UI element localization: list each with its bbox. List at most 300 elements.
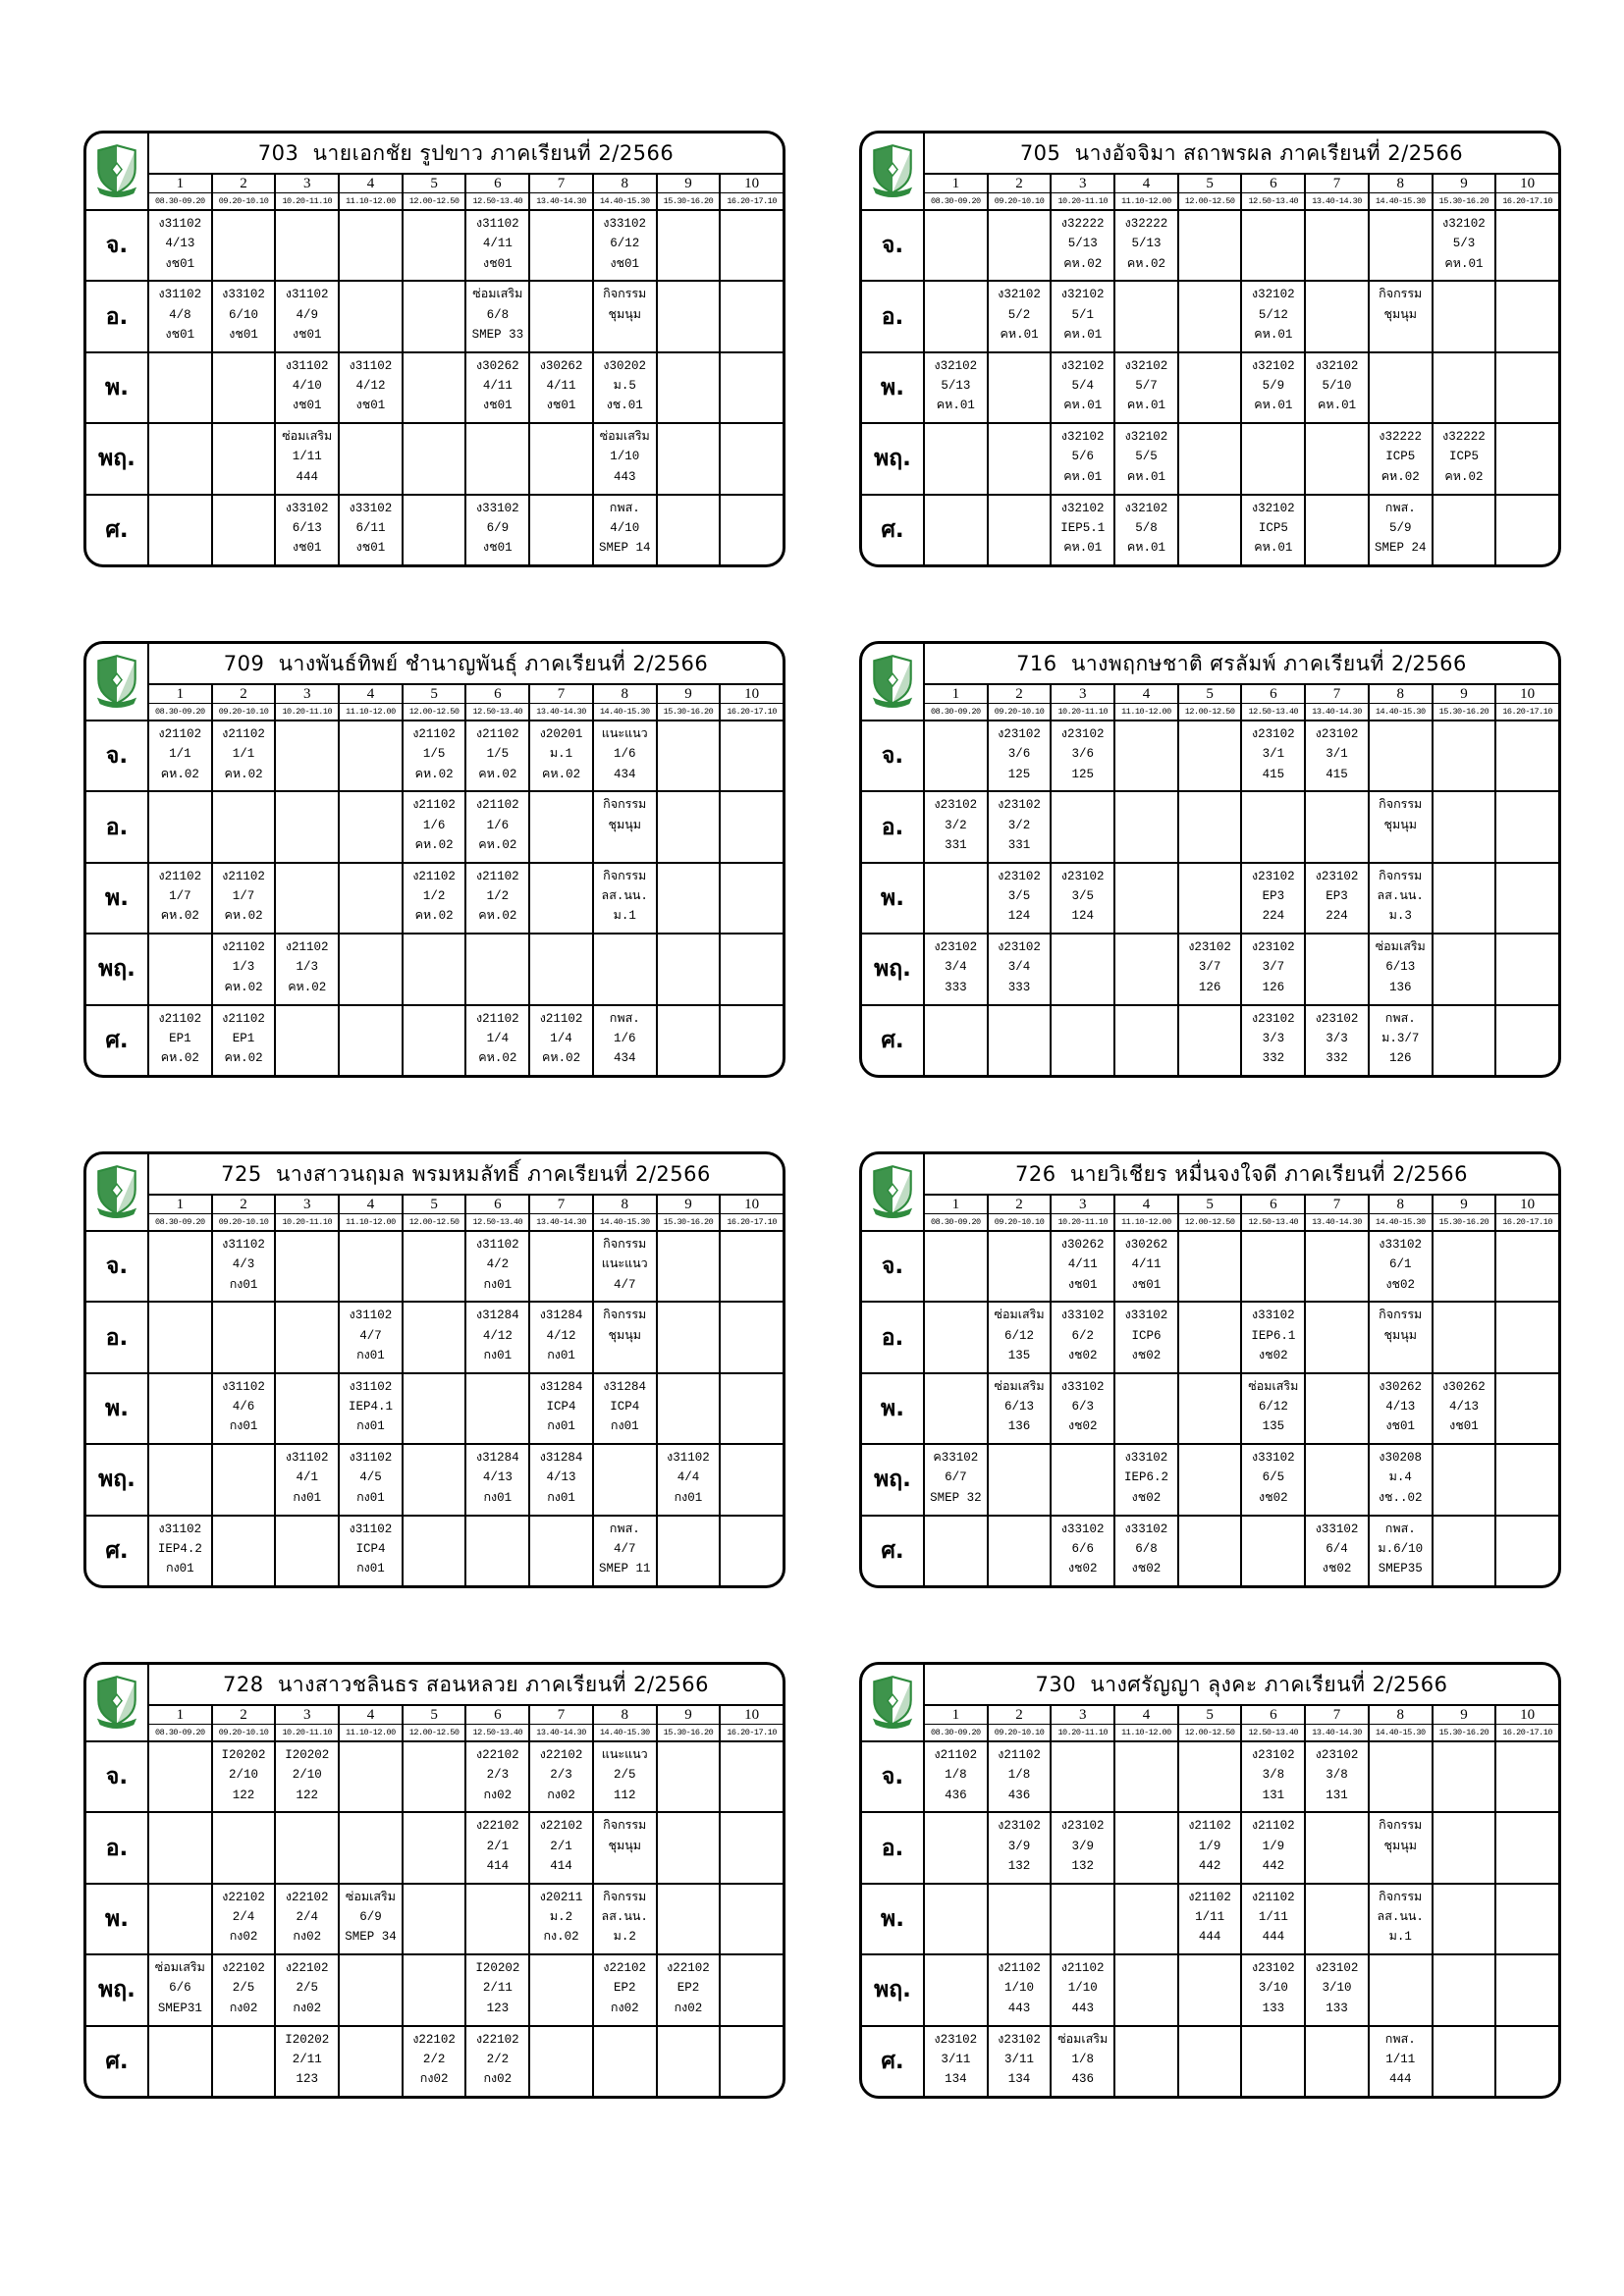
cell-line: ชุมนุม	[608, 818, 641, 832]
period-cell	[1177, 209, 1241, 280]
cell-line: 123	[486, 2001, 510, 2015]
period-number: 5	[1177, 1704, 1241, 1724]
cell-line: กง01	[356, 1419, 385, 1434]
cell-line: 3/3	[1326, 1031, 1348, 1045]
period-time: 11.10-12.00	[1113, 192, 1177, 209]
period-cell	[1177, 1372, 1241, 1443]
period-cell	[147, 933, 211, 1003]
period-cell	[338, 1811, 402, 1882]
cell-line: 4/12	[355, 379, 386, 394]
cell-line: ง32222	[1060, 217, 1105, 231]
cell-line: 4/1	[296, 1470, 318, 1485]
period-cell	[211, 933, 275, 1003]
cell-line: งช01	[1385, 1419, 1416, 1434]
period-time: 14.40-15.30	[592, 1213, 656, 1230]
period-cell	[656, 1372, 720, 1443]
period-number: 7	[528, 1704, 592, 1724]
cell-line: ง23102	[934, 940, 978, 955]
period-cell	[402, 933, 465, 1003]
cell-line: ง21102	[222, 869, 265, 883]
cell-line: ICP4	[610, 1400, 640, 1415]
period-time: 15.30-16.20	[1432, 703, 1495, 720]
cell-line: งช01	[610, 256, 640, 271]
period-time: 10.20-11.10	[1050, 703, 1113, 720]
period-cell	[1177, 1740, 1241, 1811]
period-cell	[147, 2025, 211, 2096]
cell-line: ง31102	[349, 1308, 393, 1323]
day-label: ศ.	[86, 2025, 147, 2096]
period-cell	[402, 1301, 465, 1371]
period-number: 1	[923, 173, 987, 192]
school-crest-icon	[870, 1675, 915, 1733]
cell-line: ง31102	[285, 288, 329, 302]
period-cell	[1304, 351, 1368, 422]
cell-line: ลส.นน.	[1377, 889, 1424, 904]
cell-line: ม.2	[549, 1910, 573, 1925]
period-cell	[1050, 1811, 1113, 1882]
period-cell	[338, 1953, 402, 2024]
period-number: 8	[1368, 1704, 1432, 1724]
cell-line: 1/3	[296, 960, 318, 975]
cell-line: ง22102	[222, 1890, 265, 1904]
timetable-title-705: 705 นางอัจจิมา สถาพรผล ภาคเรียนที่ 2/2566	[923, 133, 1558, 173]
school-crest-icon	[870, 1164, 915, 1222]
period-cell	[1050, 422, 1113, 493]
period-cell	[1432, 1515, 1495, 1585]
cell-line: ง21102	[998, 1961, 1041, 1976]
period-cell	[719, 1372, 783, 1443]
period-cell	[1368, 1883, 1432, 1953]
period-cell	[1050, 1372, 1113, 1443]
cell-line: ง30262	[539, 358, 583, 373]
cell-line: ซ่อมเสริม	[345, 1890, 396, 1904]
period-cell	[1177, 790, 1241, 861]
period-time: 16.20-17.10	[719, 1724, 783, 1740]
cell-line: ง23102	[1315, 1748, 1359, 1762]
cell-line: ง23102	[1060, 727, 1105, 741]
period-cell	[656, 1953, 720, 2024]
period-cell	[923, 1004, 987, 1075]
period-cell	[147, 1443, 211, 1514]
cell-line: 3/2	[1007, 818, 1031, 832]
cell-line: 1/1	[169, 747, 191, 762]
period-time: 14.40-15.30	[592, 1724, 656, 1740]
period-time: 08.30-09.20	[923, 1724, 987, 1740]
cell-line: SMEP 11	[598, 1562, 651, 1576]
period-number: 4	[338, 683, 402, 703]
cell-line: 414	[486, 1858, 510, 1873]
period-number: 9	[1432, 1194, 1495, 1213]
cell-line: ง31102	[158, 288, 202, 302]
period-cell	[1494, 790, 1558, 861]
period-cell	[211, 494, 275, 564]
period-cell	[211, 1515, 275, 1585]
period-cell	[1368, 1740, 1432, 1811]
timetables-grid	[83, 131, 1561, 2099]
cell-line: คห.02	[478, 1051, 517, 1066]
period-cell	[528, 1230, 592, 1301]
day-label: ศ.	[862, 1004, 923, 1075]
cell-line: I20202	[285, 1748, 330, 1762]
period-cell	[1177, 1515, 1241, 1585]
period-number: 8	[592, 683, 656, 703]
cell-line: ง23102	[1060, 869, 1105, 883]
period-cell	[1177, 1004, 1241, 1075]
day-label: อ.	[862, 280, 923, 350]
period-cell	[211, 1953, 275, 2024]
period-cell	[402, 351, 465, 422]
period-cell	[211, 720, 275, 790]
cell-line: 4/7	[613, 1541, 636, 1556]
cell-line: ง31102	[222, 1379, 265, 1394]
period-cell	[147, 351, 211, 422]
period-cell	[1050, 933, 1113, 1003]
period-number: 5	[402, 1194, 465, 1213]
cell-line: ง32222	[1124, 217, 1168, 231]
period-time: 13.40-14.30	[1304, 192, 1368, 209]
cell-line: 6/13	[1004, 1400, 1035, 1415]
cell-line: งช02	[1067, 1562, 1098, 1576]
period-cell	[1113, 1883, 1177, 1953]
period-cell	[274, 280, 338, 350]
period-cell	[987, 1515, 1051, 1585]
cell-line: 1/6	[422, 818, 446, 832]
period-cell	[1113, 351, 1177, 422]
period-number: 3	[1050, 1704, 1113, 1724]
cell-line: 436	[1007, 1788, 1031, 1802]
cell-line: 135	[1262, 1419, 1285, 1434]
cell-line: คห.01	[1126, 399, 1165, 413]
period-cell	[1177, 1230, 1241, 1301]
cell-line: IEP5.1	[1060, 520, 1106, 535]
period-cell	[1113, 1372, 1177, 1443]
cell-line: 1/11	[1385, 2052, 1416, 2066]
period-number: 2	[987, 173, 1051, 192]
period-time: 09.20-10.10	[211, 1724, 275, 1740]
period-cell	[402, 1740, 465, 1811]
cell-line: 1/5	[486, 747, 510, 762]
period-cell	[1240, 1372, 1304, 1443]
period-cell	[1432, 2025, 1495, 2096]
cell-line: 2/5	[232, 1981, 255, 1996]
cell-line: 4/9	[296, 307, 318, 322]
cell-line: ง23102	[1252, 940, 1295, 955]
cell-line: กพส.	[1384, 1011, 1416, 1026]
period-number: 8	[592, 1704, 656, 1724]
period-number: 7	[1304, 683, 1368, 703]
period-time: 10.20-11.10	[1050, 192, 1113, 209]
cell-line: 2/1	[550, 1839, 572, 1853]
period-number: 3	[1050, 173, 1113, 192]
period-time: 15.30-16.20	[1432, 1213, 1495, 1230]
cell-line: 5/9	[1262, 379, 1285, 394]
period-cell	[656, 2025, 720, 2096]
cell-line: คห.02	[224, 909, 263, 924]
cell-line: ง20201	[539, 727, 583, 741]
period-cell	[1432, 1230, 1495, 1301]
period-cell	[274, 1004, 338, 1075]
period-cell	[1368, 1004, 1432, 1075]
period-cell	[923, 1953, 987, 2024]
period-cell	[656, 1230, 720, 1301]
cell-line: 442	[1262, 1858, 1285, 1873]
period-number: 2	[987, 1704, 1051, 1724]
period-number: 2	[211, 1194, 275, 1213]
period-time: 09.20-10.10	[211, 1213, 275, 1230]
period-cell	[923, 2025, 987, 2096]
period-cell	[147, 1953, 211, 2024]
period-cell	[923, 1883, 987, 1953]
period-cell	[147, 494, 211, 564]
cell-line: ง31284	[539, 1308, 583, 1323]
cell-line: I20202	[475, 1961, 520, 1976]
period-cell	[1050, 1004, 1113, 1075]
day-label: ศ.	[86, 1515, 147, 1585]
period-cell	[1240, 209, 1304, 280]
cell-line: ม.3	[1388, 909, 1412, 924]
period-cell	[656, 862, 720, 933]
period-cell	[1432, 1004, 1495, 1075]
period-time: 15.30-16.20	[656, 1213, 720, 1230]
period-cell	[1240, 422, 1304, 493]
timetable-title-728: 728 นางสาวชลินธร สอนหลวย ภาคเรียนที่ 2/2566	[147, 1665, 783, 1704]
cell-line: ชุมนุม	[1383, 1328, 1417, 1343]
cell-line: 6/8	[1135, 1541, 1158, 1556]
cell-line: SMEP 34	[345, 1930, 397, 1945]
period-cell	[274, 1811, 338, 1882]
cell-line: 436	[945, 1788, 967, 1802]
period-cell	[656, 494, 720, 564]
cell-line: ลส.นน.	[1377, 1910, 1424, 1925]
cell-line: กิจกรรม	[1379, 1308, 1423, 1323]
cell-line: 1/6	[486, 818, 510, 832]
period-cell	[528, 2025, 592, 2096]
cell-line: 434	[613, 767, 636, 781]
day-label: พ.	[862, 1883, 923, 1953]
school-crest-icon	[94, 143, 139, 201]
cell-line: ม.1	[613, 909, 636, 924]
period-number: 10	[1494, 683, 1558, 703]
period-cell	[528, 790, 592, 861]
cell-line: ง21102	[158, 869, 202, 883]
period-number: 4	[338, 1194, 402, 1213]
period-cell	[528, 1811, 592, 1882]
period-cell	[987, 1811, 1051, 1882]
day-label: พฤ.	[862, 1953, 923, 2024]
period-cell	[1177, 1883, 1241, 1953]
period-time: 08.30-09.20	[147, 1724, 211, 1740]
period-cell	[719, 862, 783, 933]
period-cell	[338, 1740, 402, 1811]
period-cell	[464, 720, 528, 790]
cell-line: กง01	[483, 1490, 513, 1505]
cell-line: กง02	[483, 2072, 513, 2087]
cell-line: 6/9	[359, 1910, 382, 1925]
cell-line: ง23102	[998, 869, 1041, 883]
cell-line: 4/11	[482, 379, 513, 394]
period-cell	[719, 1301, 783, 1371]
period-cell	[1432, 1883, 1495, 1953]
period-cell	[1368, 1443, 1432, 1514]
period-cell	[923, 862, 987, 933]
period-cell	[1113, 280, 1177, 350]
period-cell	[592, 790, 656, 861]
cell-line: งช01	[355, 399, 386, 413]
period-time: 08.30-09.20	[147, 703, 211, 720]
cell-line: 4/13	[1385, 1400, 1416, 1415]
period-cell	[1113, 1953, 1177, 2024]
cell-line: ง23102	[1315, 1011, 1359, 1026]
period-cell	[1432, 790, 1495, 861]
cell-line: 2/2	[486, 2052, 510, 2066]
period-cell	[1494, 1515, 1558, 1585]
period-cell	[592, 1515, 656, 1585]
period-number: 6	[464, 173, 528, 192]
cell-line: 6/4	[1326, 1541, 1348, 1556]
cell-line: 1/11	[1195, 1910, 1225, 1925]
period-cell	[987, 1740, 1051, 1811]
period-time: 16.20-17.10	[1494, 703, 1558, 720]
cell-line: SMEP 24	[1374, 541, 1427, 556]
period-cell	[1368, 790, 1432, 861]
period-cell	[1050, 494, 1113, 564]
period-cell	[338, 1372, 402, 1443]
cell-line: ง33102	[1060, 1379, 1105, 1394]
cell-line: 6/8	[486, 307, 510, 322]
period-time: 12.00-12.50	[1177, 1724, 1241, 1740]
cell-line: กิจกรรม	[603, 288, 647, 302]
cell-line: ง22102	[285, 1890, 329, 1904]
cell-line: 112	[613, 1788, 636, 1802]
cell-line: ง33102	[1060, 1308, 1105, 1323]
cell-line: กง01	[547, 1490, 575, 1505]
period-time: 11.10-12.00	[1113, 1724, 1177, 1740]
cell-line: 2/11	[292, 2052, 322, 2066]
day-label: จ.	[862, 209, 923, 280]
period-cell	[592, 1953, 656, 2024]
cell-line: ซ่อมเสริม	[1375, 940, 1426, 955]
period-cell	[464, 1953, 528, 2024]
cell-line: กิจกรรม	[1379, 288, 1423, 302]
cell-line: 2/1	[486, 1839, 510, 1853]
cell-line: I20202	[285, 2032, 330, 2047]
period-cell	[274, 1301, 338, 1371]
cell-line: SMEP 14	[598, 541, 651, 556]
period-cell	[402, 209, 465, 280]
cell-line: 4/6	[232, 1400, 255, 1415]
period-number: 10	[1494, 1704, 1558, 1724]
cell-line: 331	[945, 837, 967, 852]
cell-line: คห.01	[1254, 541, 1293, 556]
period-cell	[1240, 2025, 1304, 2096]
cell-line: EP3	[1326, 889, 1348, 904]
cell-line: ICP4	[355, 1541, 386, 1556]
period-cell	[1050, 1443, 1113, 1514]
cell-line: 2/11	[482, 1981, 513, 1996]
cell-line: 2/5	[296, 1981, 318, 1996]
cell-line: ชุมนุม	[1383, 307, 1417, 322]
cell-line: กง01	[229, 1419, 258, 1434]
cell-line: แนะแนว	[601, 1748, 648, 1762]
period-cell	[1113, 2025, 1177, 2096]
period-cell	[1432, 209, 1495, 280]
period-cell	[464, 280, 528, 350]
cell-line: ง23102	[934, 2032, 978, 2047]
cell-line: ง31102	[349, 358, 393, 373]
school-crest-logo	[86, 133, 147, 209]
cell-line: ง32102	[1060, 430, 1105, 445]
cell-line: 4/8	[169, 307, 191, 322]
cell-line: กง01	[610, 1419, 639, 1434]
period-cell	[274, 790, 338, 861]
cell-line: กพส.	[609, 1522, 640, 1536]
period-cell	[1304, 933, 1368, 1003]
cell-line: ง23102	[998, 798, 1041, 813]
period-time: 12.00-12.50	[402, 192, 465, 209]
cell-line: 6/6	[169, 1981, 191, 1996]
period-cell	[1113, 1443, 1177, 1514]
period-cell	[1494, 422, 1558, 493]
period-cell	[1368, 422, 1432, 493]
period-time: 13.40-14.30	[1304, 1724, 1368, 1740]
period-cell	[1304, 1301, 1368, 1371]
period-cell	[1177, 1953, 1241, 2024]
period-cell	[147, 790, 211, 861]
cell-line: 5/3	[1452, 237, 1476, 251]
period-time: 12.00-12.50	[402, 1724, 465, 1740]
cell-line: ง21102	[158, 727, 202, 741]
cell-line: งช02	[1131, 1348, 1162, 1362]
period-cell	[147, 209, 211, 280]
cell-line: ง31102	[222, 1238, 265, 1252]
cell-line: ลส.นน.	[601, 1910, 648, 1925]
cell-line: ง31284	[539, 1451, 583, 1466]
cell-line: 5/1	[1071, 307, 1094, 322]
cell-line: 3/8	[1262, 1768, 1285, 1783]
cell-line: ง32102	[1124, 358, 1168, 373]
cell-line: ง32102	[934, 358, 978, 373]
cell-line: กง02	[547, 1788, 575, 1802]
cell-line: 3/5	[1071, 889, 1094, 904]
period-cell	[656, 1443, 720, 1514]
cell-line: ง30262	[1060, 1238, 1105, 1252]
period-time: 13.40-14.30	[528, 192, 592, 209]
school-crest-icon	[94, 1164, 139, 1222]
period-cell	[211, 209, 275, 280]
period-cell	[719, 1883, 783, 1953]
cell-line: 415	[1262, 767, 1285, 781]
cell-line: คห.02	[224, 1051, 263, 1066]
period-cell	[1304, 494, 1368, 564]
cell-line: ง31102	[158, 217, 202, 231]
period-time: 11.10-12.00	[338, 192, 402, 209]
timetable-title-716: 716 นางพฤกษชาติ ศรลัมพ์ ภาคเรียนที่ 2/2566	[923, 644, 1558, 683]
period-cell	[1432, 1443, 1495, 1514]
period-cell	[338, 1515, 402, 1585]
period-cell	[338, 2025, 402, 2096]
cell-line: คห.02	[1380, 469, 1420, 484]
period-cell	[1494, 209, 1558, 280]
period-cell	[987, 862, 1051, 933]
cell-line: 444	[1388, 2072, 1412, 2087]
period-time: 14.40-15.30	[1368, 192, 1432, 209]
period-cell	[338, 351, 402, 422]
period-cell	[402, 790, 465, 861]
cell-line: 6/3	[1071, 1400, 1094, 1415]
period-time: 16.20-17.10	[719, 192, 783, 209]
cell-line: กง01	[356, 1490, 385, 1505]
period-cell	[1050, 1301, 1113, 1371]
